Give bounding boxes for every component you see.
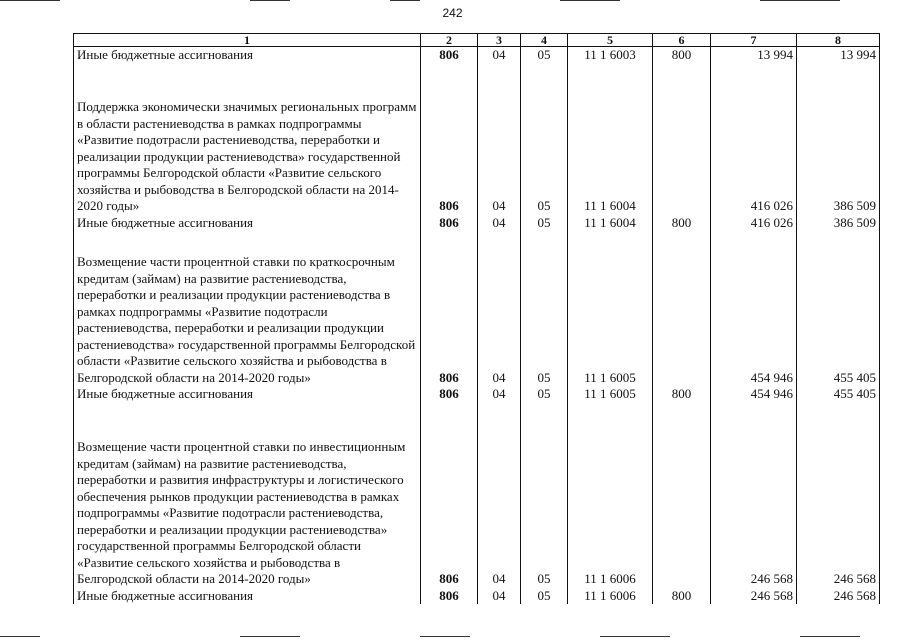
amount-col7: 416 026: [711, 77, 797, 215]
section-code: 04: [478, 403, 521, 588]
column-header: 3: [478, 34, 521, 47]
amount-col7: 246 568: [711, 403, 797, 588]
admin-code: 806: [421, 215, 478, 232]
table-row: [74, 231, 880, 386]
target-code: 11 1 6005: [568, 386, 653, 403]
amount-col7: 13 994: [711, 47, 797, 77]
expense-type-code: 800: [653, 215, 711, 232]
subsection-code: 05: [521, 215, 568, 232]
column-header: 8: [797, 34, 880, 47]
expense-type-code: [653, 231, 711, 386]
table-row: [74, 215, 880, 232]
table-header-row: [74, 34, 880, 47]
table-row: [74, 386, 880, 403]
subsection-code: 05: [521, 231, 568, 386]
section-code: 04: [478, 386, 521, 403]
amount-col7: 416 026: [711, 215, 797, 232]
expense-type-code: 800: [653, 386, 711, 403]
subsection-code: 05: [521, 588, 568, 605]
target-code: 11 1 6005: [568, 231, 653, 386]
row-name: Иные бюджетные ассигнования: [74, 47, 421, 77]
target-code: 11 1 6003: [568, 47, 653, 77]
column-header: 2: [421, 34, 478, 47]
column-header: 5: [568, 34, 653, 47]
page-number: 242: [442, 6, 463, 20]
admin-code: 806: [421, 386, 478, 403]
amount-col7: 454 946: [711, 231, 797, 386]
column-header: 7: [711, 34, 797, 47]
subsection-code: 05: [521, 77, 568, 215]
expense-type-code: [653, 77, 711, 215]
section-code: 04: [478, 588, 521, 605]
admin-code: 806: [421, 588, 478, 605]
scan-bottom-edge: [0, 636, 905, 638]
column-header: 6: [653, 34, 711, 47]
amount-col8: 455 405: [797, 386, 880, 403]
admin-code: 806: [421, 47, 478, 77]
amount-col7: 246 568: [711, 588, 797, 605]
table-row: [74, 47, 880, 77]
amount-col8: 455 405: [797, 231, 880, 386]
table-row: [74, 403, 880, 588]
amount-col8: 246 568: [797, 403, 880, 588]
table-row: [74, 588, 880, 605]
amount-col8: 386 509: [797, 215, 880, 232]
admin-code: 806: [421, 77, 478, 215]
column-header: 4: [521, 34, 568, 47]
subsection-code: 05: [521, 47, 568, 77]
row-name: Иные бюджетные ассигнования: [74, 386, 421, 403]
expense-type-code: 800: [653, 588, 711, 605]
row-name: Поддержка экономически значимых региональных программ в области растениеводства в рамках подпрограммы «Развитие подотрасли растениеводства, переработки и реализации продукции растениеводства» государственной программы Белгородской области «Развитие сельского хозяйства и рыбоводства в Белгородской области на 2014-2020 годы»: [74, 77, 421, 215]
target-code: 11 1 6004: [568, 215, 653, 232]
row-name: Возмещение части процентной ставки по краткосрочным кредитам (займам) на развитие растениеводства, переработки и реализации продукции растениеводства в рамках подпрограммы «Развитие подотрасли растениеводства, переработки и реализации продукции растениеводства» государственной программы Белгородской области «Развитие сельского хозяйства и рыбоводства в Белгородской области на 2014-2020 годы»: [74, 231, 421, 386]
table-row: [74, 77, 880, 215]
section-code: 04: [478, 231, 521, 386]
scan-top-edge: [0, 0, 905, 2]
amount-col8: 246 568: [797, 588, 880, 605]
expense-type-code: [653, 403, 711, 588]
row-name: Иные бюджетные ассигнования: [74, 588, 421, 605]
target-code: 11 1 6006: [568, 403, 653, 588]
target-code: 11 1 6004: [568, 77, 653, 215]
admin-code: 806: [421, 403, 478, 588]
row-name: Возмещение части процентной ставки по инвестиционным кредитам (займам) на развитие растениеводства, переработки и развития инфраструктуры и логистического обеспечения рынков продукции растениеводства в рамках подпрограммы «Развитие подотрасли растениеводства, переработки и реализации продукции растениеводства» государственной программы Белгородской области «Развитие сельского хозяйства и рыбоводства в Белгородской области на 2014-2020 годы»: [74, 403, 421, 588]
section-code: 04: [478, 77, 521, 215]
subsection-code: 05: [521, 403, 568, 588]
admin-code: 806: [421, 231, 478, 386]
budget-table: [73, 33, 880, 604]
section-code: 04: [478, 47, 521, 77]
amount-col8: 386 509: [797, 77, 880, 215]
column-header: 1: [74, 34, 421, 47]
target-code: 11 1 6006: [568, 588, 653, 605]
expense-type-code: 800: [653, 47, 711, 77]
section-code: 04: [478, 215, 521, 232]
row-name: Иные бюджетные ассигнования: [74, 215, 421, 232]
subsection-code: 05: [521, 386, 568, 403]
amount-col7: 454 946: [711, 386, 797, 403]
amount-col8: 13 994: [797, 47, 880, 77]
